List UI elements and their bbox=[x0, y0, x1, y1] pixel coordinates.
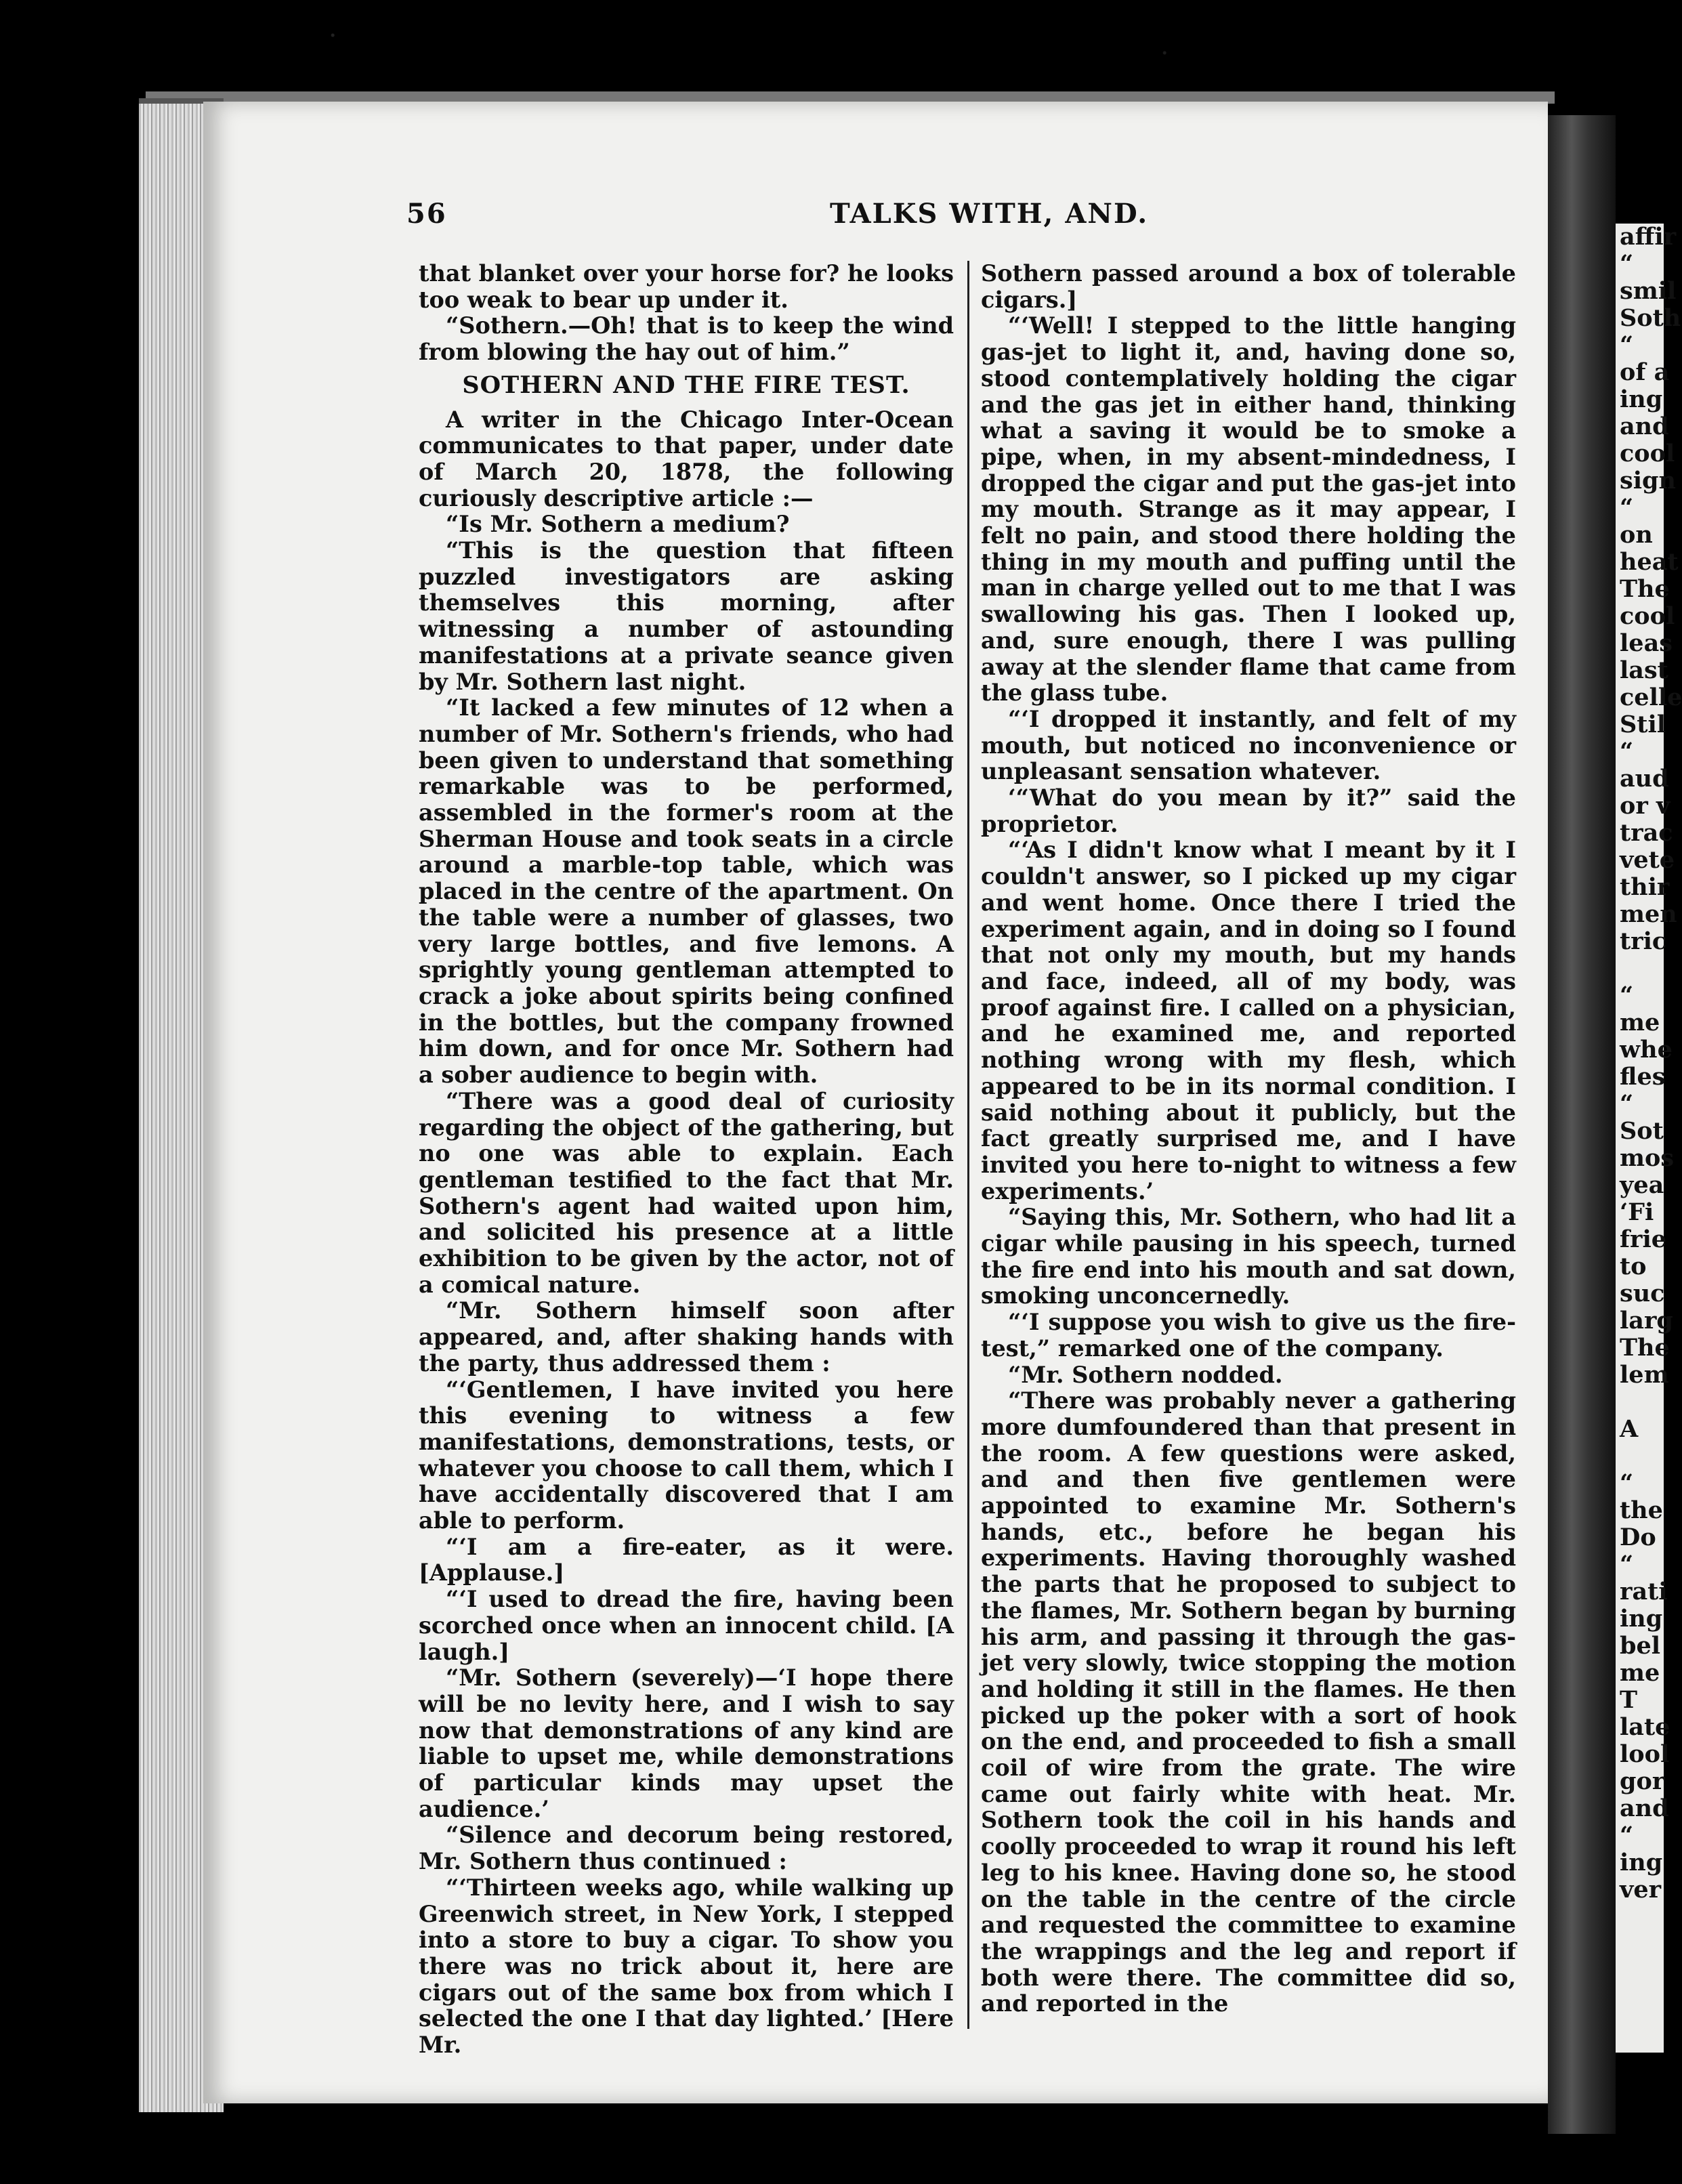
facing-page-line bbox=[1620, 1389, 1664, 1416]
facing-page-line: frie bbox=[1620, 1225, 1667, 1253]
facing-page-line: “ bbox=[1620, 1469, 1634, 1497]
page-number: 56 bbox=[406, 198, 447, 230]
facing-page-line: and bbox=[1620, 1794, 1669, 1822]
facing-page-line: The bbox=[1620, 575, 1670, 603]
left-column bbox=[419, 261, 954, 2059]
facing-page-line: “ bbox=[1620, 331, 1634, 359]
facing-page-line: ver bbox=[1620, 1876, 1662, 1904]
facing-page-line: ing bbox=[1620, 1849, 1663, 1876]
facing-page-line: or v bbox=[1620, 792, 1670, 820]
facing-page-line: ‘Fi bbox=[1620, 1198, 1654, 1226]
facing-page-line: celle bbox=[1620, 684, 1682, 711]
paragraph: Sothern passed around a box of tolerable cigars.] bbox=[981, 260, 1516, 313]
section-heading: SOTHERN AND THE FIRE TEST. bbox=[462, 371, 910, 399]
paragraph: “It lacked a few minutes of 12 when a number of Mr. Sothern's friends, who had been given to understand that something remarkable was to be performed, assembled in the former's room at the Sherman House and took seats in a circle around a marble-top table, which was placed in the centre of the apartment. On the table were a number of glasses, two very large bottles, and five lemons. A sprightly young gentleman attempted to crack a joke about spirits being confined in the bottles, but the company frowned him down, and for once Mr. Sothern had a sober audience to begin with. bbox=[419, 694, 954, 1089]
facing-page-line: suc bbox=[1620, 1280, 1665, 1307]
facing-page-line: cool bbox=[1620, 440, 1675, 467]
facing-page-line: bel bbox=[1620, 1632, 1661, 1660]
paragraph: “This is the question that fifteen puzzled investigators are asking themselves this morning, after witnessing a number of astounding manifestations at a private seance given by Mr. Sothern last night. bbox=[419, 537, 954, 695]
facing-page-line: lem bbox=[1620, 1361, 1669, 1389]
facing-page-line: the bbox=[1620, 1496, 1663, 1524]
paragraph: “‘I suppose you wish to give us the fire-test,” remarked one of the company. bbox=[981, 1309, 1516, 1362]
paragraph: ‘“What do you mean by it?” said the proprietor. bbox=[981, 784, 1516, 837]
facing-page-line: fles bbox=[1620, 1063, 1666, 1091]
facing-page-line: “ bbox=[1620, 250, 1634, 278]
paragraph: “‘Gentlemen, I have invited you here this evening to witness a few manifestations, demonstrations, tests, or whatever you choose to call them, which I have accidentally discovered that I am able to perform. bbox=[419, 1376, 954, 1534]
facing-page-line: Stil bbox=[1620, 711, 1666, 738]
facing-page-line: Soth bbox=[1620, 304, 1681, 332]
facing-page-line: “ bbox=[1620, 1090, 1634, 1118]
paragraph: “Mr. Sothern (severely)—‘I hope there will be no levity here, and I wish to say now that demonstrations of any kind are liable to upset me, while demonstrations of particular kinds may upset the audience.’ bbox=[419, 1664, 954, 1822]
facing-page-line: lool bbox=[1620, 1740, 1670, 1768]
facing-page-line: ing bbox=[1620, 385, 1663, 413]
paragraph: “Mr. Sothern himself soon after appeared, and, after shaking hands with the party, thus addressed them : bbox=[419, 1297, 954, 1377]
facing-page-line: “ bbox=[1620, 982, 1634, 1009]
facing-page-line: on bbox=[1620, 521, 1653, 549]
paragraph: A writer in the Chicago Inter-Ocean communicates to that paper, under date of March 20, 1878, the following curiously descriptive article :— bbox=[419, 406, 954, 511]
facing-page-line: me bbox=[1620, 1659, 1660, 1687]
paragraph: “There was probably never a gathering more dumfoundered than that present in the room. A few questions were asked, and and then five gentlemen were appointed to examine Mr. Sothern's hands, etc., before he began his experiments. Having thoroughly washed the parts that he proposed to subject to the flames, Mr. Sothern began by burning his arm, and passing it through the gas-jet very slowly, twice stopping the motion and holding it still in the flames. He then picked up the poker with a sort of hook on the end, and proceeded to fish a small coil of wire from the grate. The wire came out fairly white with heat. Mr. Sothern took the coil in his hands and coolly proceeded to wrap it round his left leg to his knee. Having done so, he stood on the table in the centre of the circle and requested the committee to examine the wrappings and the leg and report if both were there. The committee did so, and reported in the bbox=[981, 1387, 1516, 2017]
facing-page-line: of a bbox=[1620, 358, 1670, 386]
facing-page-line: rati bbox=[1620, 1578, 1668, 1605]
paragraph: “‘As I didn't know what I meant by it I couldn't answer, so I picked up my cigar and went home. Once there I tried the experiment again, and in doing so I found that not only my mouth, but my hands and face, indeed, all of my body, was proof against fire. I called on a physician, and he examined me, and reported nothing wrong with my flesh, which appeared to be in its normal condition. I said nothing about it publicly, but the fact greatly surprised me, and I have invited you here to-night to witness a few experiments.’ bbox=[981, 837, 1516, 1204]
facing-page-line: larg bbox=[1620, 1307, 1673, 1335]
facing-page-line: and bbox=[1620, 413, 1669, 440]
facing-page-line: aud bbox=[1620, 765, 1669, 793]
paragraph: “‘I dropped it instantly, and felt of my mouth, but noticed no inconvenience or unpleasant sensation whatever. bbox=[981, 705, 1516, 785]
paragraph: “There was a good deal of curiosity regarding the object of the gathering, but no one was able to explain. Each gentleman testified to the fact that Mr. Sothern's agent had waited upon him, and solicited his presence at a little exhibition to be given by the actor, not of a comical nature. bbox=[419, 1087, 954, 1298]
running-title: TALKS WITH, AND. bbox=[830, 198, 1149, 230]
facing-page-line: heat bbox=[1620, 548, 1679, 576]
facing-page-line: yea bbox=[1620, 1171, 1664, 1199]
paragraph: “Mr. Sothern nodded. bbox=[1008, 1361, 1283, 1388]
facing-page-line: gor bbox=[1620, 1767, 1665, 1795]
facing-page-line: tric bbox=[1620, 927, 1667, 955]
facing-page-line: me bbox=[1620, 1009, 1660, 1036]
paragraph: that blanket over your horse for? he looks too weak to bear up under it. bbox=[419, 260, 954, 313]
paragraph: “‘I used to dread the fire, having been scorched once when an innocent child. [A laugh.] bbox=[419, 1586, 954, 1665]
facing-page-line bbox=[1620, 955, 1664, 982]
facing-page-line: The bbox=[1620, 1334, 1670, 1362]
paragraph: “Is Mr. Sothern a medium? bbox=[446, 511, 790, 538]
facing-page-line: A bbox=[1620, 1415, 1639, 1443]
facing-page-line: “ bbox=[1620, 738, 1634, 765]
facing-page-line: vete bbox=[1620, 846, 1675, 874]
facing-page-line: smil bbox=[1620, 277, 1677, 305]
facing-page-line: cool bbox=[1620, 602, 1675, 630]
facing-page-line: whe bbox=[1620, 1036, 1673, 1064]
facing-page-line: men bbox=[1620, 900, 1677, 928]
facing-page-line: thir bbox=[1620, 873, 1670, 901]
facing-page-line: trac bbox=[1620, 819, 1673, 847]
paragraph: “‘Thirteen weeks ago, while walking up Greenwich street, in New York, I stepped into a store to buy a cigar. To show you there was no trick about it, here are cigars out of the same box from which I selected the one I that day lighted.’ [Here Mr. bbox=[419, 1874, 954, 2059]
book-gutter bbox=[1548, 115, 1616, 2134]
paragraph: “Silence and decorum being restored, Mr. Sothern thus continued : bbox=[419, 1822, 954, 1875]
facing-page-line: mos bbox=[1620, 1144, 1675, 1172]
scan-background bbox=[0, 0, 1664, 88]
facing-page-line: to bbox=[1620, 1253, 1647, 1280]
facing-page-line: affir bbox=[1620, 223, 1677, 251]
column-divider bbox=[967, 261, 969, 2029]
facing-page-line: “ bbox=[1620, 1551, 1634, 1578]
facing-page-line: “ bbox=[1620, 494, 1634, 522]
facing-page-line: Sot bbox=[1620, 1117, 1664, 1145]
facing-page-line: T bbox=[1620, 1686, 1638, 1714]
facing-page-line: sign bbox=[1620, 467, 1676, 495]
facing-page-line: leas bbox=[1620, 629, 1673, 657]
facing-page-line: last bbox=[1620, 656, 1668, 684]
paragraph: “Sothern.—Oh! that is to keep the wind from blowing the hay out of him.” bbox=[419, 312, 954, 366]
paragraph: “Saying this, Mr. Sothern, who had lit a cigar while pausing in his speech, turned the fire end into his mouth and sat down, smoking unconcernedly. bbox=[981, 1204, 1516, 1309]
facing-page-line: Do bbox=[1620, 1524, 1656, 1551]
right-column bbox=[981, 261, 1516, 2017]
facing-page-line: “ bbox=[1620, 1822, 1634, 1849]
facing-page-fragment bbox=[1616, 223, 1682, 2053]
facing-page-line: late bbox=[1620, 1713, 1670, 1741]
facing-page-line bbox=[1620, 1443, 1664, 1470]
paragraph: “‘I am a fire-eater, as it were. [Applause.] bbox=[419, 1533, 954, 1587]
paragraph: “‘Well! I stepped to the little hanging gas-jet to light it, and, having done so, stood contemplatively holding the cigar and the gas jet in either hand, thinking what a saving it would be to smoke a pipe, when, in my absent-mindedness, I dropped the cigar and put the gas-jet into my mouth. Strange as it may appear, I felt no pain, and stood there holding the thing in my mouth and puffing until the man in charge yelled out to me that I was swallowing his gas. Then I looked up, and, sure enough, there I was pulling away at the slender flame that came from the glass tube. bbox=[981, 312, 1516, 707]
facing-page-line: ing bbox=[1620, 1605, 1663, 1633]
